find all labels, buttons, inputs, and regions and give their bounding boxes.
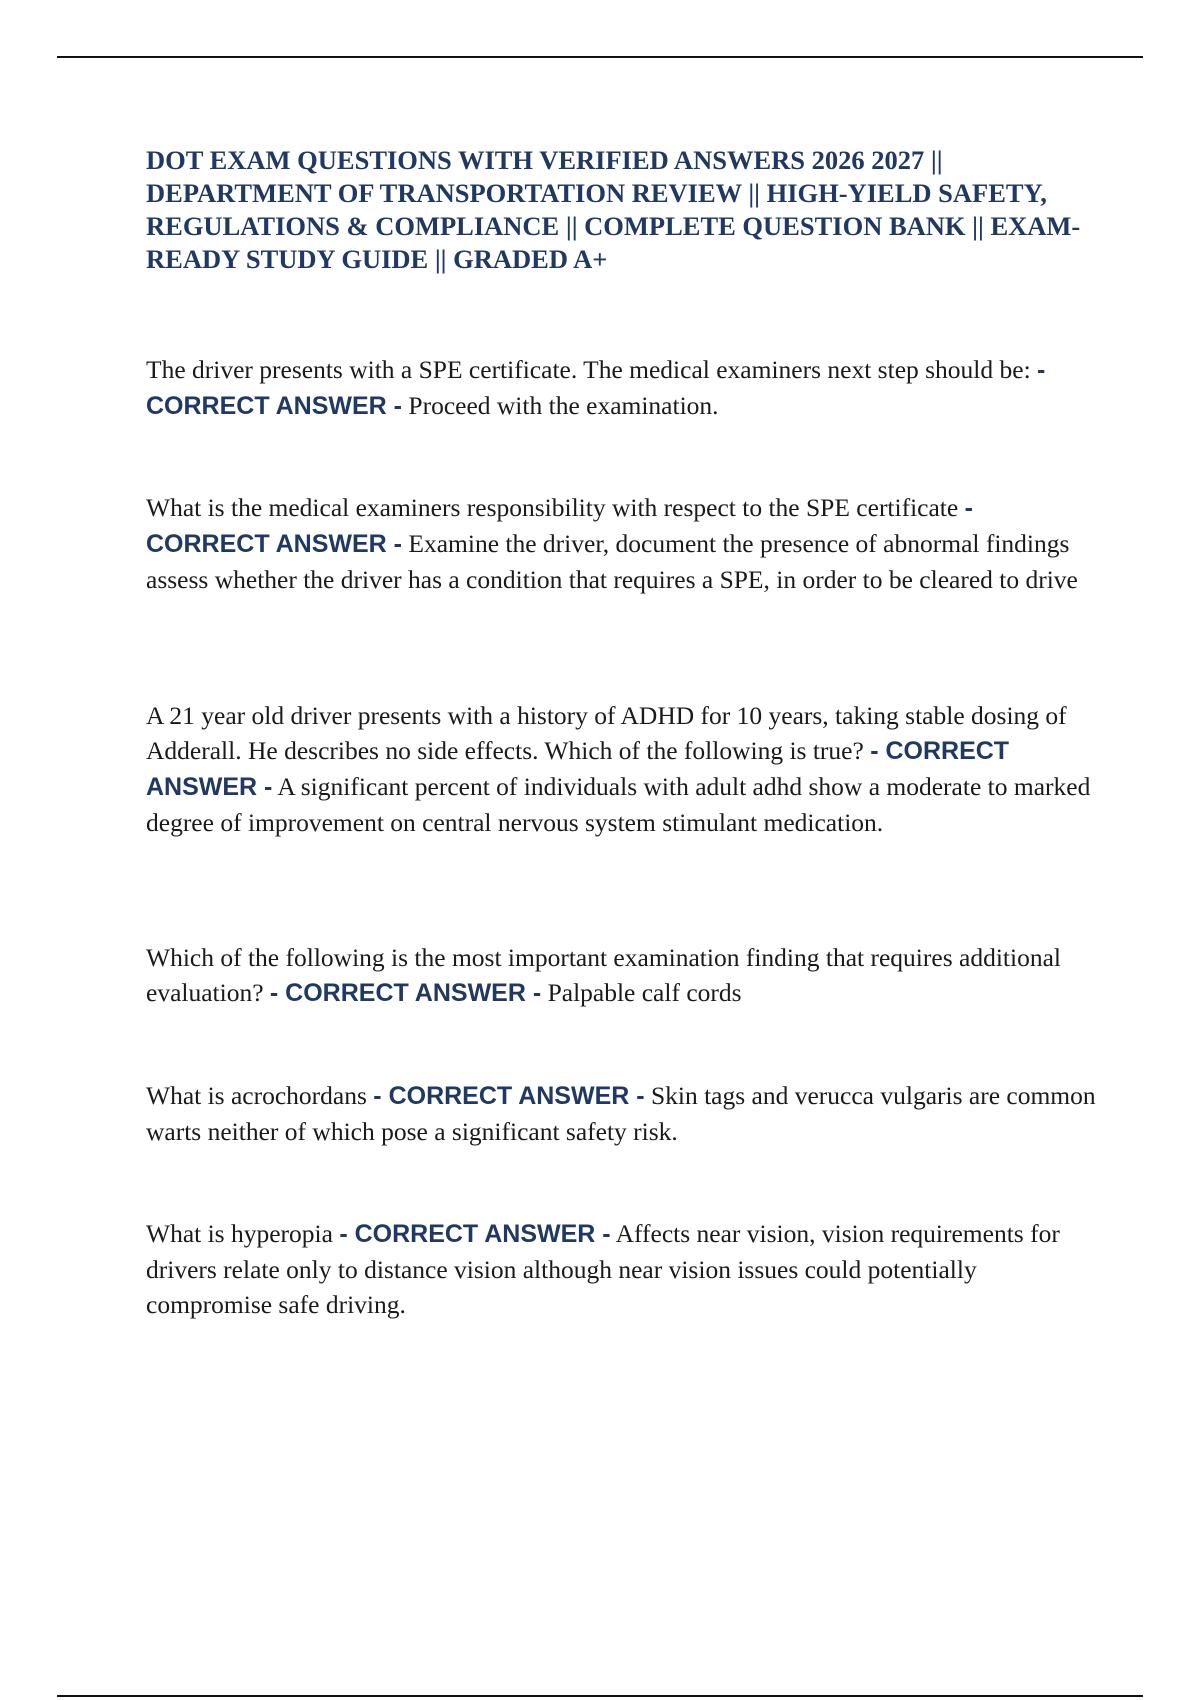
question-text: What is the medical examiners responsibility with respect to the SPE certificate [146,493,959,522]
correct-answer-marker: - CORRECT ANSWER - [146,494,973,558]
bottom-divider [57,1695,1143,1697]
qa-item-4 [146,940,1096,1011]
qa-item-6 [146,1216,1096,1322]
correct-answer-marker: - CORRECT ANSWER - [339,1220,611,1248]
question-text: The driver presents with a SPE certificate. The medical examiners next step should be: [146,355,1031,384]
question-text: A 21 year old driver presents with a history of ADHD for 10 years, taking stable dosing of Adderall. He describes no side effects. Which of the following is true? [146,701,1067,765]
answer-text: Palpable calf cords [547,978,742,1007]
qa-item-1 [146,352,1096,424]
top-divider [57,56,1143,58]
answer-text: Skin tags and verucca vulgaris are common warts neither of which pose a significant safety risk. [146,1081,1096,1146]
correct-answer-marker: - CORRECT ANSWER - [146,737,1010,801]
correct-answer-marker: - CORRECT ANSWER - [269,979,542,1007]
answer-text: A significant percent of individuals with adult adhd show a moderate to marked degree of improvement on central nervous system stimulant medication. [146,772,1091,837]
answer-text: Proceed with the examination. [408,391,719,420]
qa-item-2 [146,490,1096,597]
qa-item-5 [146,1078,1096,1149]
question-text: What is acrochordans [146,1081,367,1110]
correct-answer-marker: - CORRECT ANSWER - [373,1082,645,1110]
answer-text: Examine the driver, document the presence of abnormal findings assess whether the driver has a condition that requires a SPE, in order to be cleared to drive [146,529,1078,594]
document-title: DOT EXAM QUESTIONS WITH VERIFIED ANSWERS 2026 2027 || DEPARTMENT OF TRANSPORTATION REVIEW || HIGH-YIELD SAFETY, REGULATIONS & COMPLIANCE || COMPLETE QUESTION BANK || EXAM-READY STUDY GUIDE || GRADED A+ [146,145,1081,274]
correct-answer-marker: - CORRECT ANSWER - [146,356,1046,420]
answer-text: Affects near vision, vision requirements for drivers relate only to distance vision although near vision issues could potentially compromise safe driving. [146,1219,1060,1319]
qa-item-3 [146,698,1096,840]
question-text: Which of the following is the most important examination finding that requires additional evaluation? [146,943,1061,1007]
question-text: What is hyperopia [146,1219,333,1248]
